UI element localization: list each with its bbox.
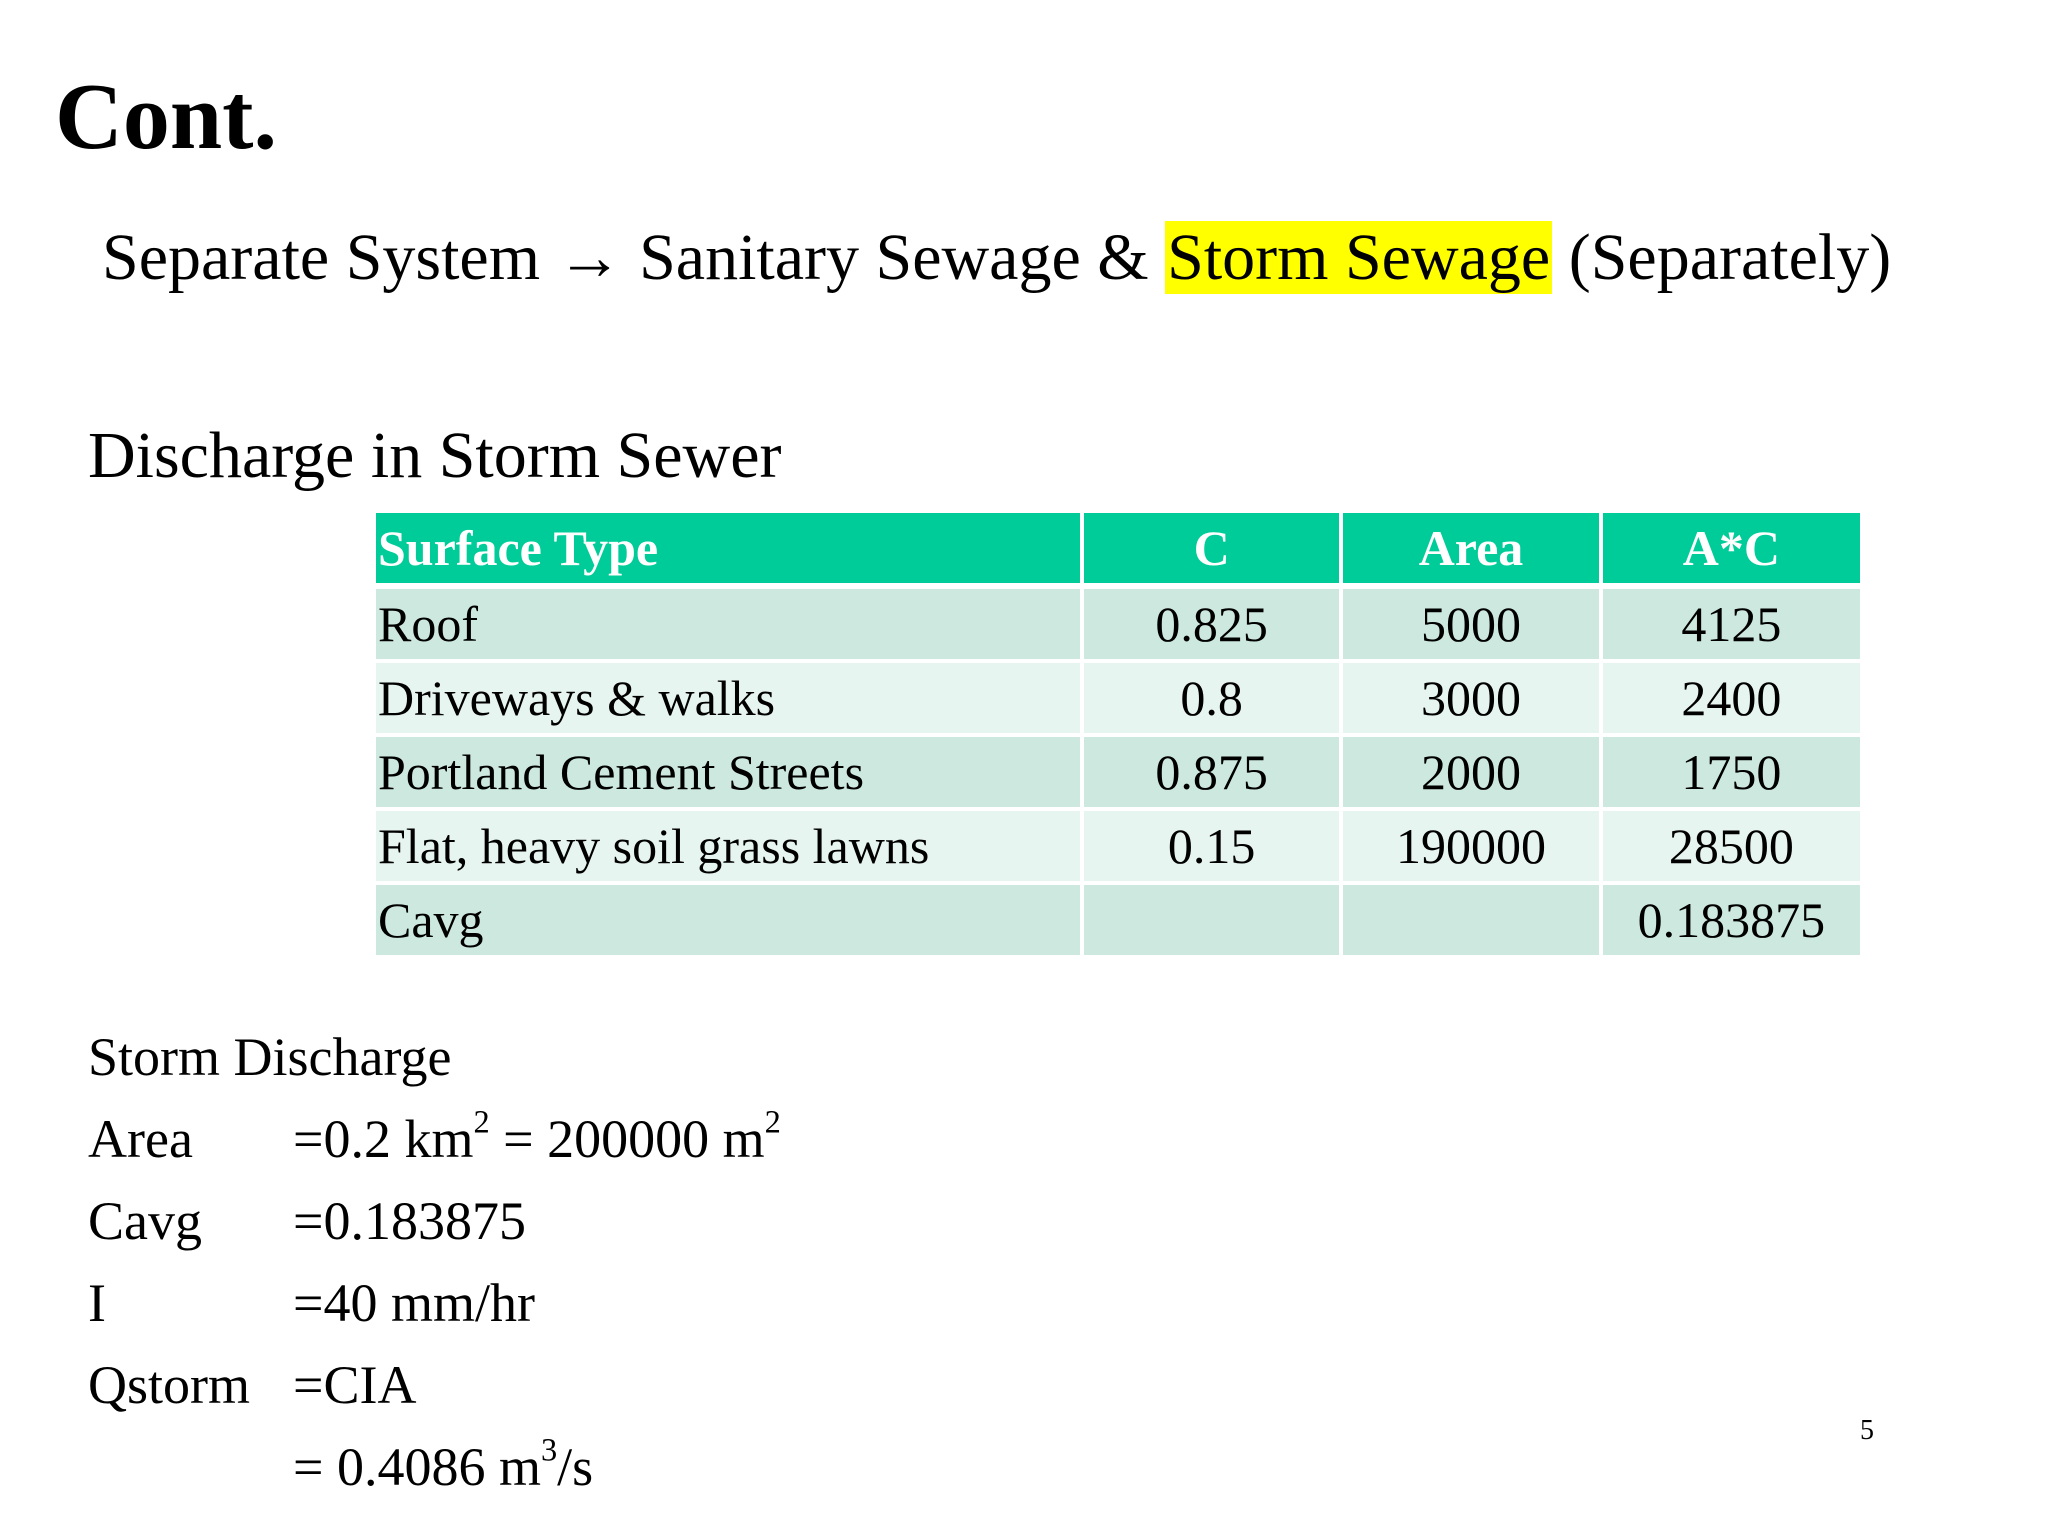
cell-a-times-c: 0.183875 — [1601, 883, 1860, 957]
result-superscript: 3 — [540, 1432, 558, 1469]
cell-surface-type: Roof — [376, 586, 1082, 661]
calc-value-cavg: =0.183875 — [293, 1191, 526, 1251]
cell-a-times-c: 4125 — [1601, 586, 1860, 661]
area-value-part: =0.2 km — [293, 1109, 474, 1169]
calc-row-cavg — [88, 1192, 781, 1274]
calc-label-cavg: Cavg — [88, 1191, 202, 1251]
subtitle-before: Separate System — [102, 221, 557, 294]
calc-value-qstorm: =CIA — [293, 1355, 417, 1415]
cell-a-times-c: 1750 — [1601, 735, 1860, 809]
calc-label-qstorm: Qstorm — [88, 1355, 250, 1415]
cell-c — [1082, 883, 1341, 957]
table-row — [376, 735, 1860, 809]
area-superscript: 2 — [473, 1104, 490, 1141]
calc-value-intensity: =40 mm/hr — [293, 1273, 535, 1333]
page-number: 5 — [1860, 1415, 1874, 1446]
cell-surface-type: Cavg — [376, 883, 1082, 957]
header-a-times-c: A*C — [1601, 513, 1860, 586]
subtitle-middle: Sanitary Sewage & — [622, 221, 1166, 294]
cell-c: 0.8 — [1082, 661, 1341, 735]
calc-row-intensity — [88, 1274, 781, 1356]
slide-title: Cont. — [55, 65, 277, 169]
subtitle-highlight: Storm Sewage — [1167, 221, 1551, 294]
cell-c: 0.15 — [1082, 809, 1341, 883]
calc-heading: Storm Discharge — [88, 1027, 452, 1087]
header-area: Area — [1341, 513, 1600, 586]
subtitle-after: (Separately) — [1552, 221, 1892, 294]
table-row — [376, 809, 1860, 883]
cell-surface-type: Portland Cement Streets — [376, 735, 1082, 809]
area-value-part: = 200000 m — [489, 1109, 765, 1169]
cell-area — [1341, 883, 1600, 957]
cell-c: 0.875 — [1082, 735, 1341, 809]
cell-area: 190000 — [1341, 809, 1600, 883]
calc-label-area: Area — [88, 1109, 193, 1169]
cell-a-times-c: 28500 — [1601, 809, 1860, 883]
cell-area: 5000 — [1341, 586, 1600, 661]
cell-a-times-c: 2400 — [1601, 661, 1860, 735]
calc-row-area — [88, 1104, 781, 1192]
table-row — [376, 883, 1860, 957]
table-row — [376, 586, 1860, 661]
calc-value-result — [293, 1432, 594, 1497]
subtitle — [102, 222, 1891, 295]
cell-surface-type: Driveways & walks — [376, 661, 1082, 735]
area-superscript: 2 — [764, 1104, 781, 1141]
header-c: C — [1082, 513, 1341, 586]
section-heading: Discharge in Storm Sewer — [88, 419, 782, 492]
table-row — [376, 661, 1860, 735]
result-value-part: /s — [557, 1437, 594, 1497]
table-header-row — [376, 513, 1860, 586]
calc-row-result — [88, 1432, 781, 1520]
cell-area: 3000 — [1341, 661, 1600, 735]
cell-area: 2000 — [1341, 735, 1600, 809]
cell-surface-type: Flat, heavy soil grass lawns — [376, 809, 1082, 883]
cell-c: 0.825 — [1082, 586, 1341, 661]
arrow-right-icon: → — [556, 221, 623, 294]
storm-discharge-calculation — [88, 1028, 781, 1520]
result-value-part: = 0.4086 m — [293, 1437, 541, 1497]
calc-value-area — [293, 1104, 781, 1169]
header-surface-type: Surface Type — [376, 513, 1082, 586]
calc-row-qstorm — [88, 1356, 781, 1438]
surface-type-table — [376, 513, 1860, 959]
calc-label-intensity: I — [88, 1273, 106, 1333]
